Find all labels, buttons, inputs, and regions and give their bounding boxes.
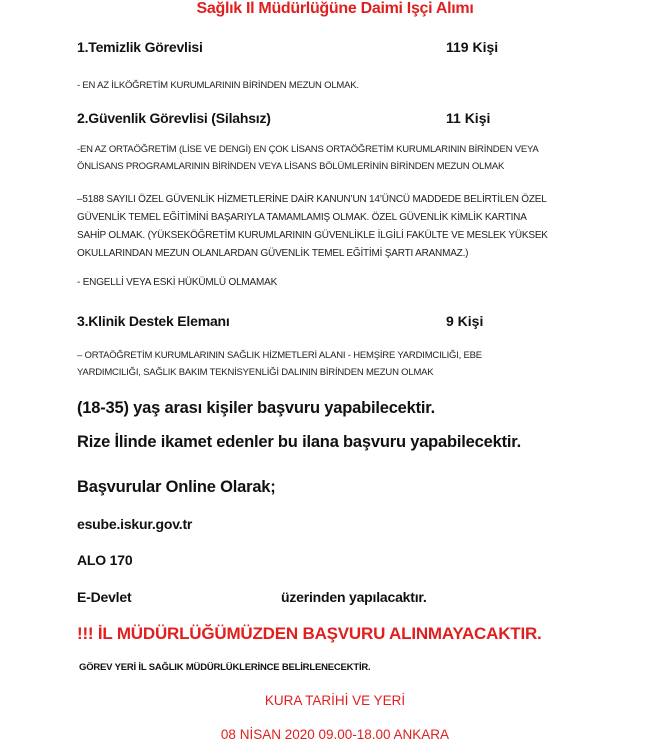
requirement-line: -EN AZ ORTAÖĞRETİM (LİSE VE DENGİ) EN ÇOK LİSANS ORTAÖĞRETİM KURUMLARININ BİRİNDEN VEYA [77,144,539,155]
job-count-cleaning: 119 Kişi [446,39,499,55]
requirement-line: - EN AZ İLKÖĞRETİM KURUMLARININ BİRİNDEN MEZUN OLMAK. [77,80,359,91]
requirement-line: – ORTAÖĞRETİM KURUMLARININ SAĞLIK HİZMETLERİ ALANI - HEMŞİRE YARDIMCILIĞI, EBE [77,350,482,361]
job-count-clinical-support: 9 Kişi [446,313,484,329]
requirement-line: - ENGELLİ VEYA ESKİ HÜKÜMLÜ OLMAMAK [77,277,278,288]
requirement-line: –5188 SAYILI ÖZEL GÜVENLİK HİZMETLERİNE DAİR KANUN’UN 14’ÜNCÜ MADDEDE BELİRTİLEN ÖZEL [77,194,547,205]
warning-text: !!! İL MÜDÜRLÜĞÜMÜZDEN BAŞVURU ALINMAYACAKTIR. [77,624,542,643]
requirement-line: SAHİP OLMAK. (YÜKSEKÖĞRETİM KURUMLARININ GÜVENLİKLE İLGİLİ FAKÜLTE VE MESLEK YÜKSEK [77,230,548,241]
residence-note: Rize İlinde ikamet edenler bu ilana başvuru yapabilecektir. [77,433,521,451]
age-note: (18-35) yaş arası kişiler başvuru yapabilecektir. [77,399,436,417]
channels-suffix: üzerinden yapılacaktır. [281,589,427,605]
job-title-clinical-support: 3.Klinik Destek Elemanı [77,313,230,329]
job-title-security: 2.Güvenlik Görevlisi (Silahsız) [77,110,271,126]
requirement-line: GÜVENLİK TEMEL EĞİTİMİNİ BAŞARIYLA TAMAMLAMIŞ OLMAK. ÖZEL GÜVENLİK KİMLİK KARTINA [77,212,527,223]
page-title: Sağlık Il Müdürlüğüne Daimi Işçi Alımı [196,0,474,17]
job-count-security: 11 Kişi [446,110,491,126]
apply-heading: Başvurular Online Olarak; [77,478,276,496]
lottery-heading: KURA TARİHİ VE YERİ [264,693,406,708]
channel-iskur: esube.iskur.gov.tr [77,516,193,532]
job-title-cleaning: 1.Temizlik Görevlisi [77,39,203,55]
requirement-line: ÖNLİSANS PROGRAMLARININ BİRİNDEN VEYA LİSANS BÖLÜMLERİNİN BİRİNDEN MEZUN OLMAK [77,161,505,172]
duty-location-note: GÖREV YERİ İL SAĞLIK MÜDÜRLÜKLERİNCE BELİRLENECEKTİR. [79,662,371,673]
channel-alo: ALO 170 [77,552,133,568]
requirement-line: OKULLARINDAN MEZUN OLANLARDAN GÜVENLİK TEMEL EĞİTİMİ ŞARTI ARANMAZ.) [77,248,469,259]
channel-edevlet: E-Devlet [77,589,132,605]
requirement-line: YARDIMCILIĞI, SAĞLIK BAKIM TEKNİSYENLİĞİ DALININ BİRİNDEN MEZUN OLMAK [77,367,434,378]
lottery-detail: 08 NİSAN 2020 09.00-18.00 ANKARA [220,727,450,742]
